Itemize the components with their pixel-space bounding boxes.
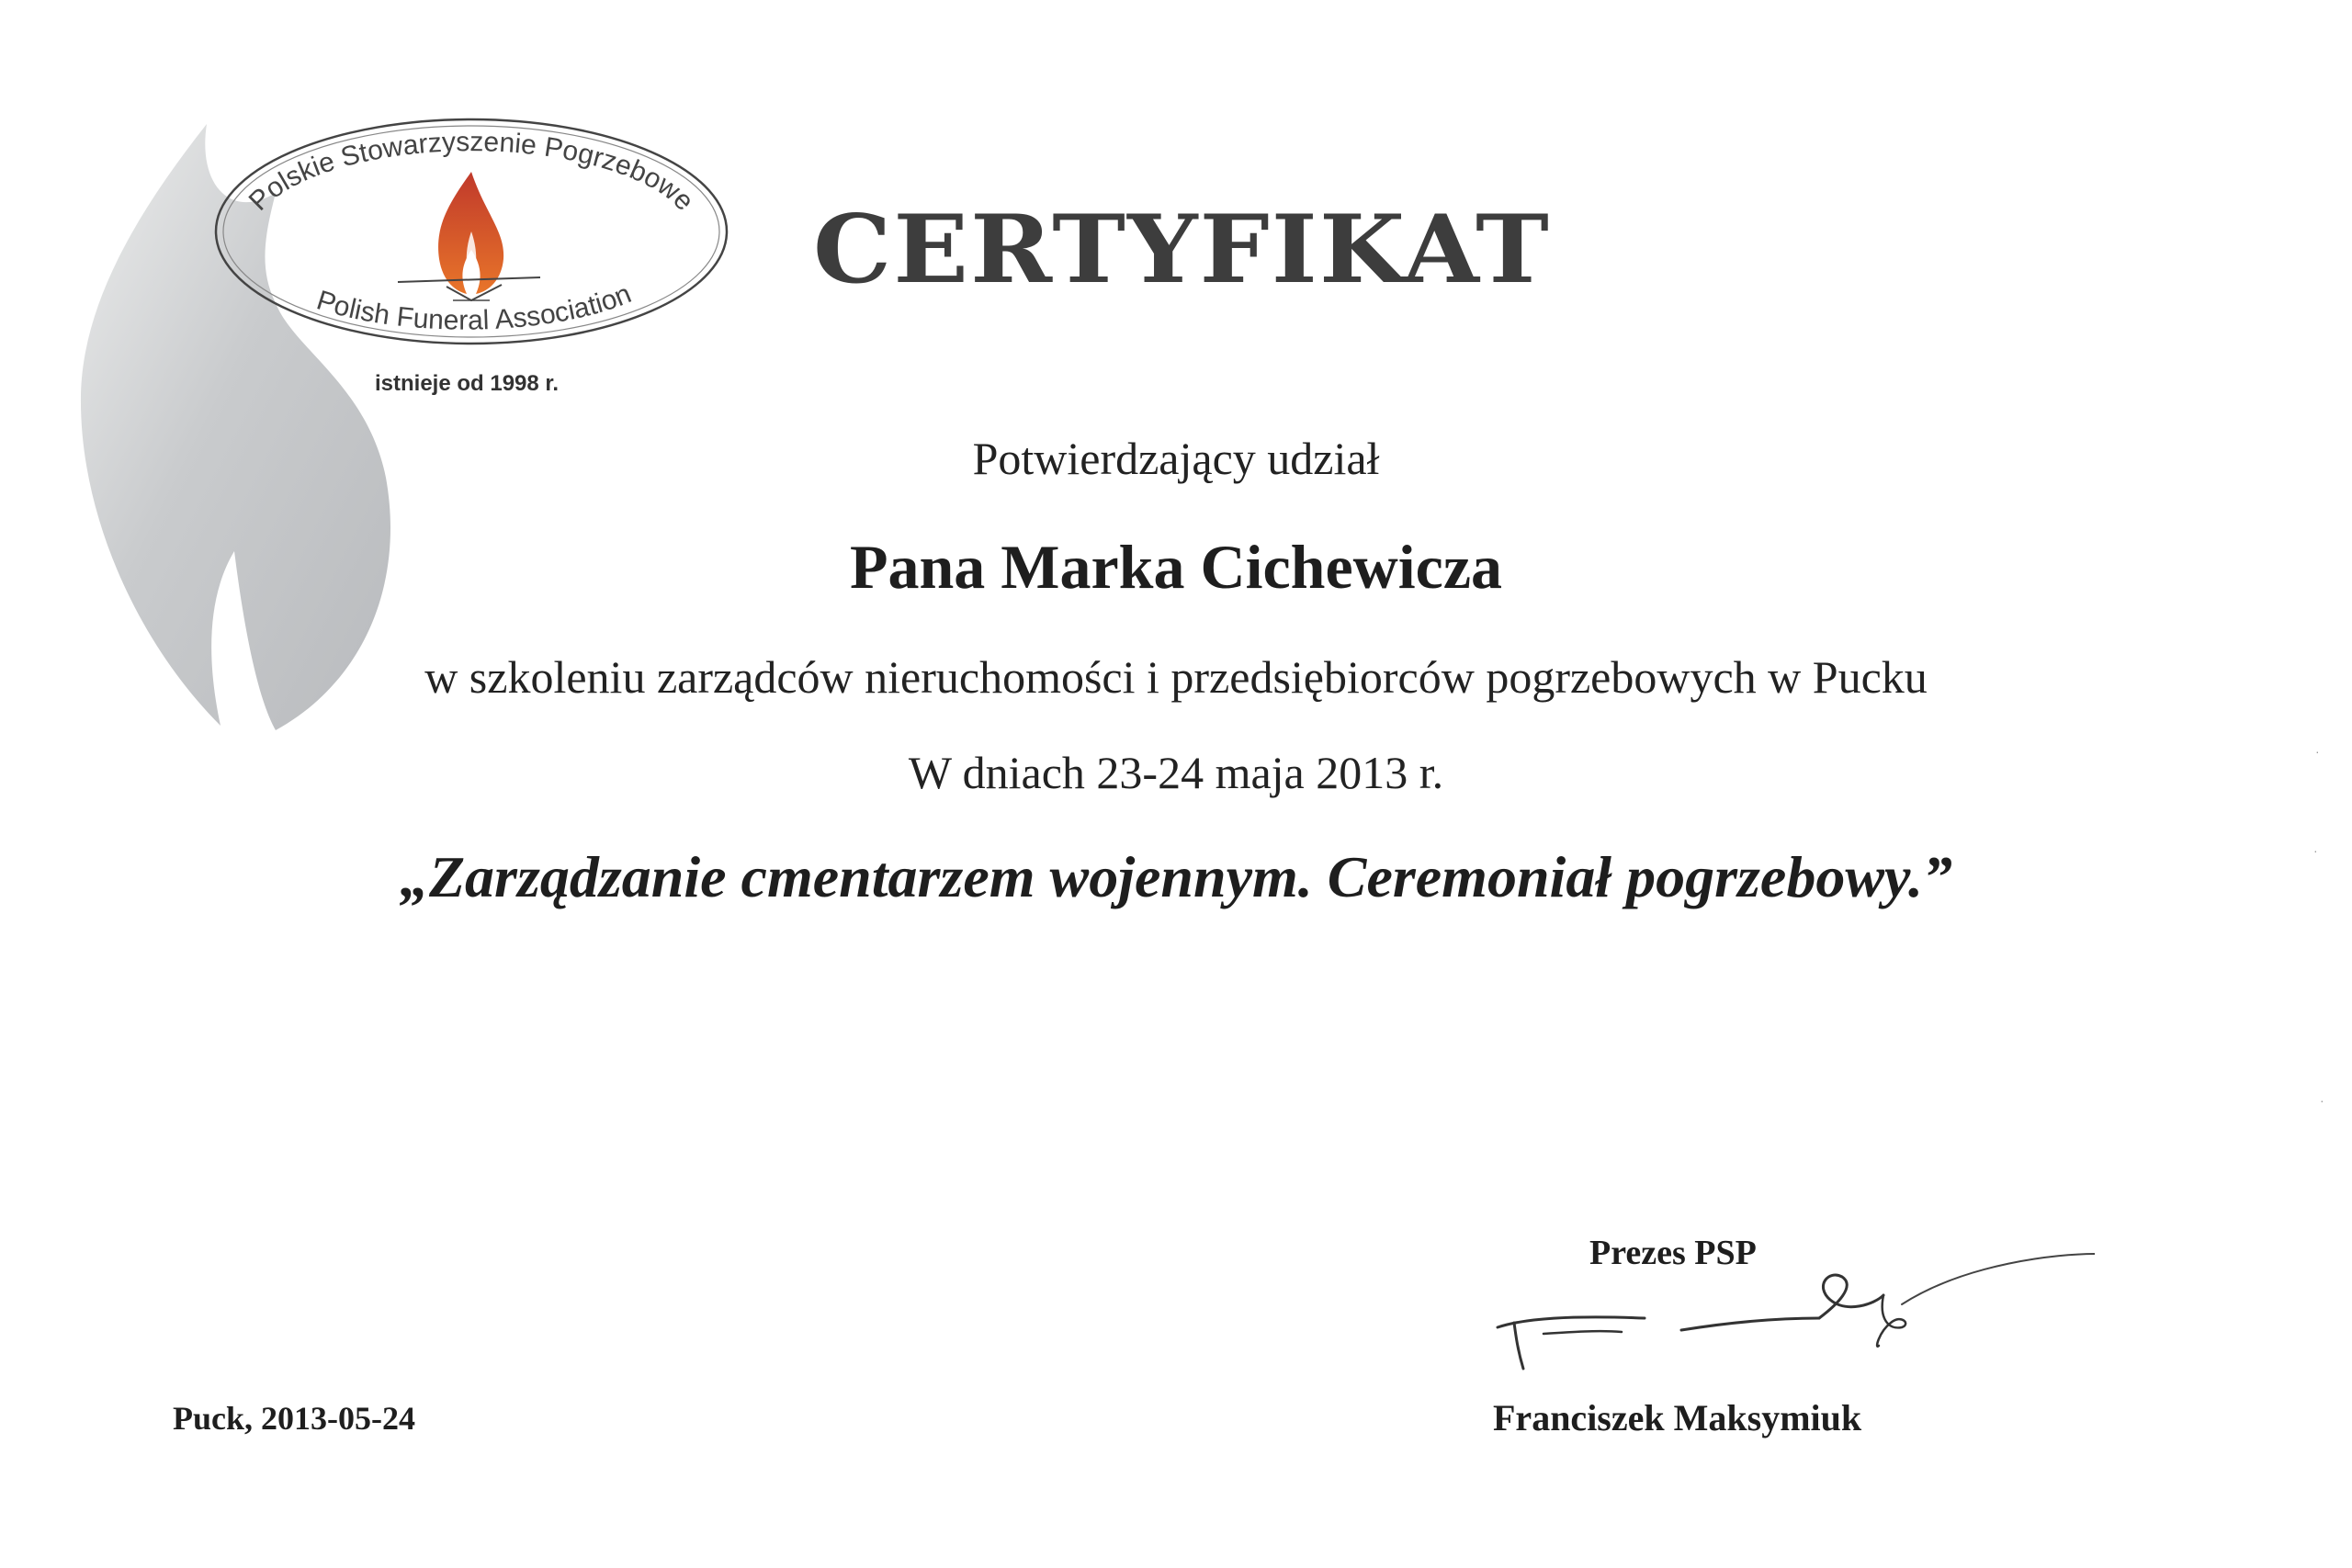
signature: [1470, 1231, 2095, 1396]
logo-org-name-en: Polish Funeral Association: [312, 278, 636, 336]
training-topic: „Zarządzanie cmentarzem wojennym. Ceremoniał pogrzebowy.”: [399, 844, 1953, 909]
svg-text:Polish Funeral Association: [313, 278, 636, 335]
scan-speck: ·: [2320, 1093, 2324, 1108]
president-name: Franciszek Maksymiuk: [1493, 1397, 1862, 1438]
president-title: Prezes PSP: [1589, 1234, 1757, 1272]
scan-speck: ·: [2313, 843, 2318, 858]
place-and-date: Puck, 2013-05-24: [173, 1400, 415, 1437]
training-dates: W dniach 23-24 maja 2013 r.: [908, 747, 1444, 798]
confirmation-text: Potwierdzający udział: [972, 433, 1380, 484]
association-logo: [209, 112, 733, 355]
certificate-title: CERTYFIKAT: [813, 195, 1551, 305]
scan-speck: ·: [2315, 744, 2320, 759]
recipient-name: Pana Marka Cichewicza: [849, 532, 1503, 602]
logo-org-name-pl: Polskie Stowarzyszenie Pogrzebowe: [243, 127, 700, 217]
association-since: istnieje od 1998 r.: [375, 371, 560, 396]
training-description: w szkoleniu zarządców nieruchomości i przedsiębiorców pogrzebowych w Pucku: [424, 651, 1928, 703]
